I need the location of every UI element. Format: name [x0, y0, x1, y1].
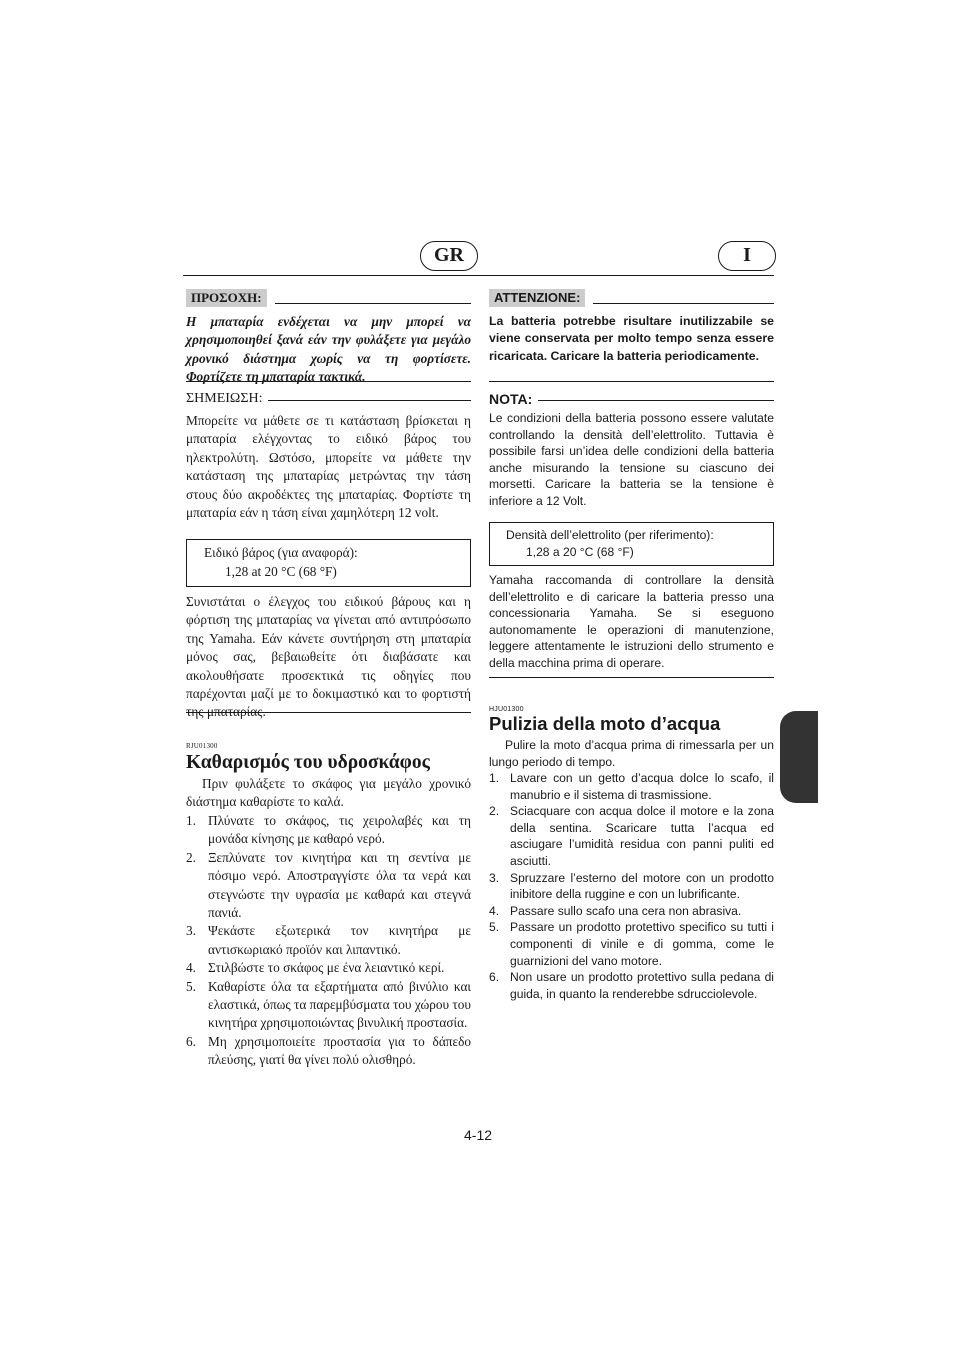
step-text: Spruzzare l’esterno del motore con un prodotto inibitore della ruggine e con un lubrificante.	[510, 870, 774, 902]
it-recommend-bottom-rule	[489, 677, 774, 678]
step-text: Passare un prodotto protettivo specifico su tutti i componenti di vinile e di gomma, come le guarnizioni del vano motore.	[510, 920, 774, 968]
list-item	[186, 812, 471, 849]
it-caution-line	[593, 303, 774, 304]
gr-section-code: RJU01300	[186, 742, 218, 750]
step-number: 3.	[186, 923, 196, 939]
it-note-line	[538, 400, 774, 401]
it-caution-header	[489, 289, 774, 307]
gr-spec-box	[186, 539, 471, 587]
step-text: Μη χρησιμοποιείτε προστασία για το δάπεδο πλεύσης, γιατί θα γίνει πολύ ολισθηρό.	[208, 1033, 471, 1068]
step-number: 6.	[489, 970, 500, 985]
list-item	[186, 978, 471, 1033]
step-text: Ψεκάστε εξωτερικά τον κινητήρα με αντισκωριακό προϊόν και λιπαντικό.	[208, 923, 471, 957]
gr-note-line	[268, 400, 471, 401]
gr-caution-label: ΠΡΟΣΟΧΗ:	[186, 289, 267, 307]
it-recommend-text: Yamaha raccomanda di controllare la densità dell’elettrolito e di caricare la batteria presso una concessionaria Yamaha. Se si eseguono autonomamente le operazioni di manutenzione, leggere attentamente le istruzioni dello strumento e della macchina prima di operare.	[489, 573, 774, 670]
step-number: 1.	[186, 813, 196, 828]
step-text: Non usare un prodotto protettivo sulla pedana di guida, in quanto la renderebbe sdrucciolevole.	[510, 970, 774, 1001]
it-spec-box	[489, 522, 774, 566]
list-item	[489, 969, 774, 1002]
it-note-label: NOTA:	[489, 391, 533, 407]
header-rule	[183, 275, 774, 276]
gr-recommend-text: Συνιστάται ο έλεγχος του ειδικού βάρους και η φόρτιση της μπαταρίας να γίνεται από αντιπρόσωπο της Yamaha. Εάν κάνετε συντήρηση στη μπαταρία μόνος σας, βεβαιωθείτε ότι διαβάσατε και ακολουθήσατε προσεκτικά τις οδηγίες που παρέχονται μαζί με το δοκιμαστικό και το φορτιστή της μπαταρίας.	[186, 594, 471, 720]
it-caution-label: ATTENZIONE:	[489, 289, 585, 307]
it-note-text: Le condizioni della batteria possono essere valutate controllando la densità dell’elettrolito. Tuttavia è possibile farsi un’idea delle condizioni della batteria anche misurando la tensione su ciascuno dei morsetti. Caricare la batteria se la tensione è inferiore a 12 Volt.	[489, 411, 774, 508]
gr-steps-list	[186, 812, 471, 1070]
gr-caution-line	[275, 303, 471, 304]
it-note-header	[489, 391, 774, 407]
step-text: Sciacquare con acqua dolce il motore e la zona della sentina. Scaricare tutta l’acqua ed asciugare l’umidità residua con panni puliti ed asciutti.	[510, 804, 774, 868]
step-number: 2.	[489, 804, 500, 819]
list-item	[489, 903, 774, 920]
step-text: Passare sullo scafo una cera non abrasiva.	[510, 903, 742, 918]
step-text: Πλύνατε το σκάφος, τις χειρολαβές και τη μονάδα κίνησης με καθαρό νερό.	[208, 813, 471, 847]
language-badge-gr: GR	[420, 241, 478, 271]
step-number: 1.	[489, 771, 500, 785]
gr-caution-header	[186, 289, 471, 307]
page-number: 4-12	[464, 1127, 493, 1143]
it-caution-text: La batteria potrebbe risultare inutilizzabile se viene conservata per molto tempo senza essere ricaricata. Caricare la batteria periodicamente.	[489, 314, 774, 363]
gr-spec-label: Ειδικό βάρος (για αναφορά):	[204, 545, 358, 560]
step-text: Καθαρίστε όλα τα εξαρτήματα από βινύλιο και ελαστικά, όπως τα παρεμβύσματα του χώρου του κινητήρα χρησιμοποιώντας βινυλική προστασία.	[208, 978, 471, 1031]
gr-spec-value: 1,28 at 20 °C (68 °F)	[225, 564, 337, 579]
gr-caution-text: Η μπαταρία ενδέχεται να μην μπορεί να χρησιμοποιηθεί ξανά εάν την φυλάξετε για μεγάλο χρονικό διάστημα χωρίς να τη φορτίσετε. Φορτίζετε τη μπαταρία τακτικά.	[186, 314, 471, 385]
language-badge-i: I	[718, 241, 776, 271]
it-section-intro: Pulire la moto d’acqua prima di rimessarla per un lungo periodo di tempo.	[489, 738, 774, 769]
step-text: Ξεπλύνατε τον κινητήρα και τη σεντίνα με πόσιμο νερό. Αποστραγγίστε όλα τα νερά και στεγνώστε την υγρασία με καθαρά και στεγνά πανιά.	[208, 849, 471, 921]
chapter-thumb-tab	[780, 711, 818, 803]
list-item	[489, 770, 774, 803]
step-number: 4.	[489, 903, 500, 918]
it-spec-label: Densità dell’elettrolito (per riferimento):	[506, 528, 714, 542]
step-text: Στιλβώστε το σκάφος με ένα λειαντικό κερί.	[208, 960, 445, 976]
it-caution-bottom-rule	[489, 381, 774, 382]
gr-caution-bottom-rule	[186, 381, 471, 382]
it-section-code: HJU01300	[489, 706, 524, 713]
gr-section-title: Καθαρισμός του υδροσκάφος	[186, 752, 430, 773]
list-item	[186, 1033, 471, 1070]
step-number: 5.	[186, 978, 196, 994]
gr-section-intro: Πριν φυλάξετε το σκάφος για μεγάλο χρονικό διάστημα καθαρίστε το καλά.	[186, 776, 471, 810]
it-section-title: Pulizia della moto d’acqua	[489, 713, 721, 734]
gr-note-header	[186, 391, 471, 407]
list-item	[489, 803, 774, 869]
step-number: 6.	[186, 1033, 196, 1049]
step-number: 5.	[489, 920, 500, 935]
list-item	[489, 919, 774, 969]
gr-note-text: Μπορείτε να μάθετε σε τι κατάσταση βρίσκεται η μπαταρία ελέγχοντας το ειδικό βάρος του ηλεκτρολύτη. Ωστόσο, μπορείτε να μάθετε την κατάσταση της μπαταρίας μετρώντας την τάση στους δύο ακροδέκτες της μπαταρίας. Φορτίστε τη μπαταρία εάν η τάση είναι χαμηλότερη 12 volt.	[186, 413, 471, 521]
step-text: Lavare con un getto d’acqua dolce lo scafo, il manubrio e il sistema di trasmissione.	[510, 771, 774, 802]
list-item	[186, 959, 471, 977]
list-item	[186, 849, 471, 923]
list-item	[186, 922, 471, 959]
step-number: 3.	[489, 870, 500, 885]
it-steps-list	[489, 770, 774, 1002]
step-number: 4.	[186, 960, 196, 976]
list-item	[489, 870, 774, 903]
gr-note-label: ΣΗΜΕΙΩΣΗ:	[186, 391, 263, 406]
gr-recommend-bottom-rule	[186, 712, 471, 713]
step-number: 2.	[186, 849, 196, 865]
it-spec-value: 1,28 a 20 °C (68 °F)	[526, 545, 634, 559]
